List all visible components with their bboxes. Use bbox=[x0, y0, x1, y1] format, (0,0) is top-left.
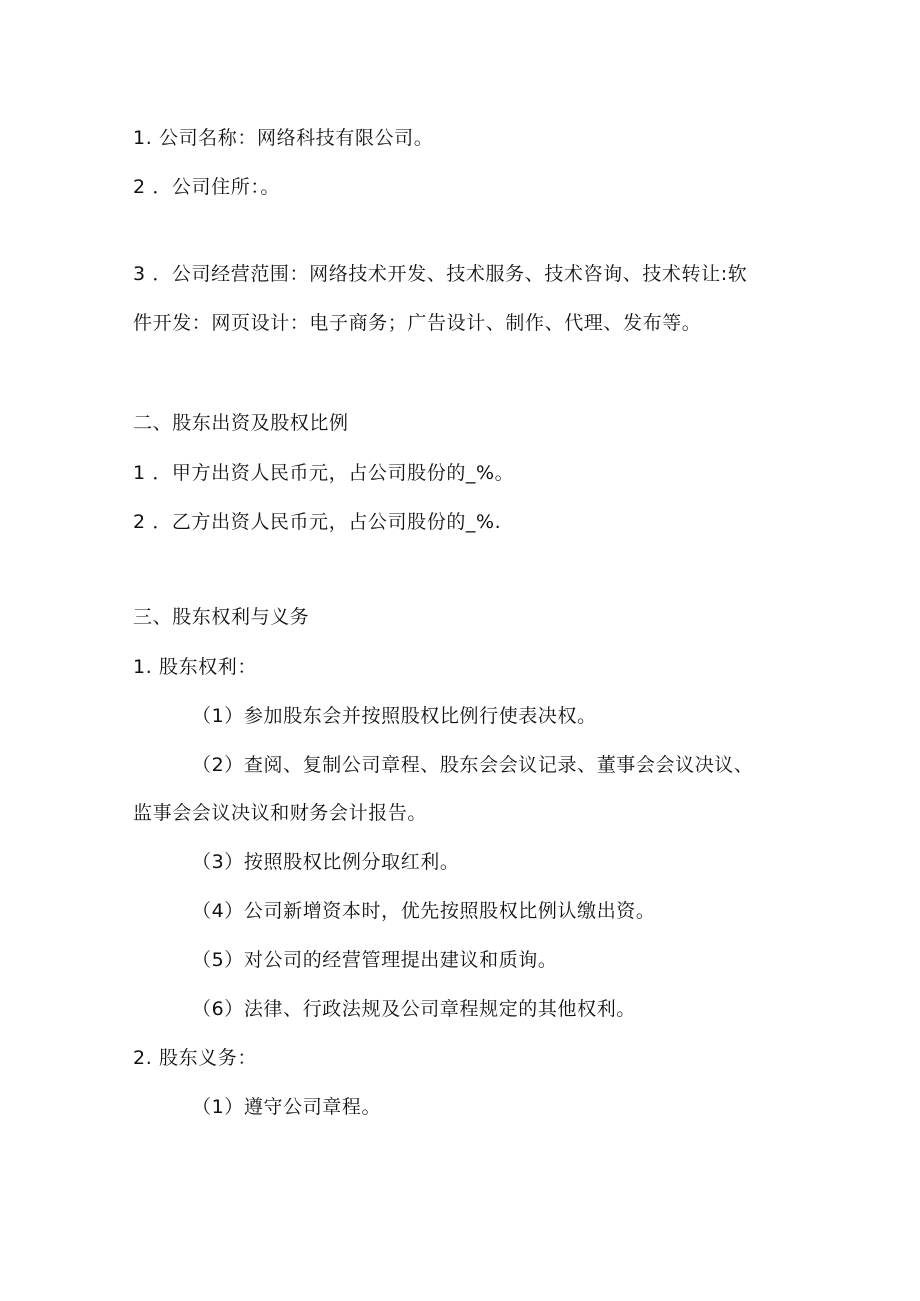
right-item-6: （6）法律、行政法规及公司章程规定的其他权利。 bbox=[192, 998, 636, 1020]
right-item-2: （2）查阅、复制公司章程、股东会会议记录、董事会会议决议、 bbox=[192, 754, 754, 776]
duties-heading: 2. 股东义务： bbox=[133, 1047, 257, 1069]
business-scope-line-2: 件开发：网页设计：电子商务；广告设计、制作、代理、发布等。 bbox=[133, 312, 702, 334]
right-item-1: （1）参加股东会并按照股权比例行使表决权。 bbox=[192, 705, 597, 727]
party-a-contribution: 1 ．甲方出资人民币元，占公司股份的_%。 bbox=[133, 462, 515, 484]
company-address-item: 2 ．公司住所：。 bbox=[133, 176, 281, 198]
right-item-2-continuation: 监事会会议决议和财务会计报告。 bbox=[133, 802, 428, 824]
right-item-4: （4）公司新增资本时，优先按照股权比例认缴出资。 bbox=[192, 900, 656, 922]
right-item-5: （5）对公司的经营管理提出建议和质询。 bbox=[192, 949, 558, 971]
section-2-heading: 二、股东出资及股权比例 bbox=[133, 412, 349, 434]
duty-item-1: （1）遵守公司章程。 bbox=[192, 1096, 382, 1118]
rights-heading: 1. 股东权利： bbox=[133, 656, 257, 678]
business-scope-line-1: 3 ．公司经营范围：网络技术开发、技术服务、技术咨询、技术转让:软 bbox=[133, 263, 748, 285]
company-name-item: 1. 公司名称：网络科技有限公司。 bbox=[133, 127, 434, 149]
party-b-contribution: 2 ．乙方出资人民币元，占公司股份的_%. bbox=[133, 511, 502, 533]
right-item-3: （3）按照股权比例分取红利。 bbox=[192, 851, 460, 873]
section-3-heading: 三、股东权利与义务 bbox=[133, 606, 310, 628]
